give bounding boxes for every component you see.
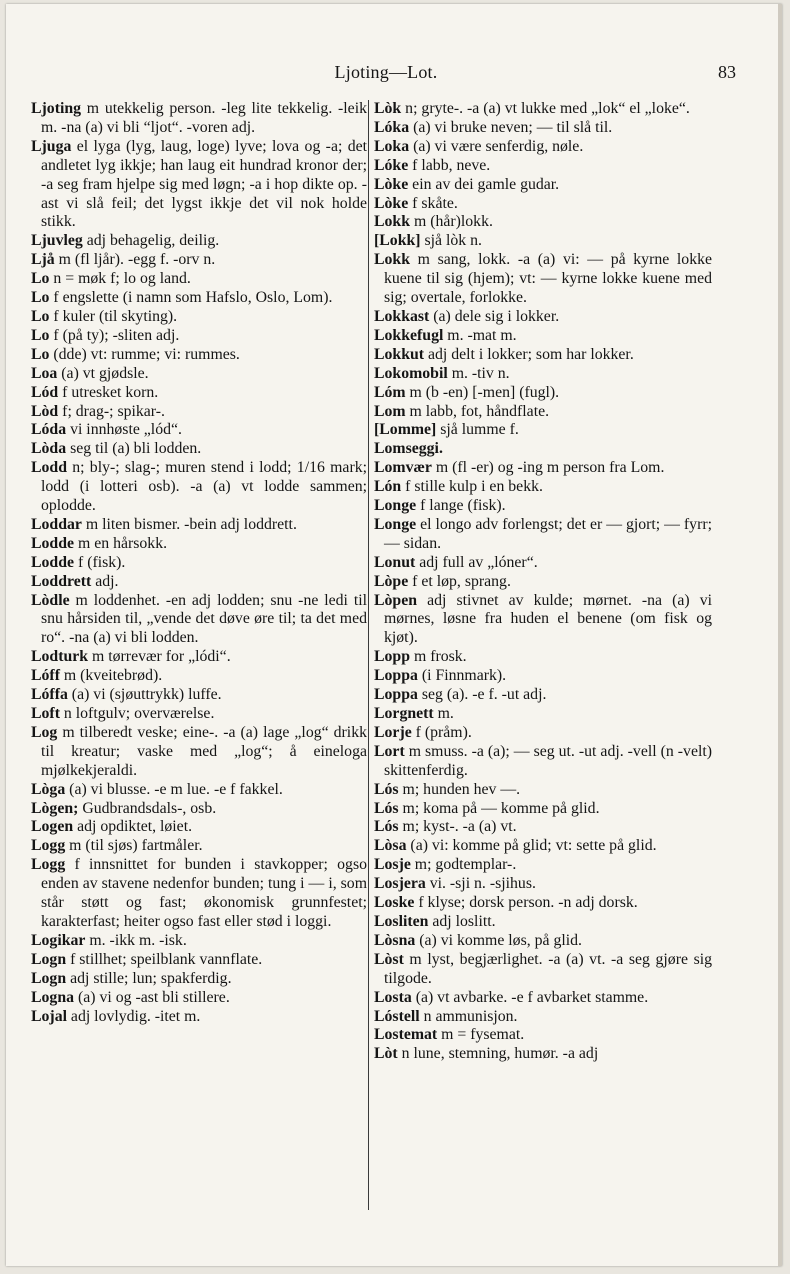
dictionary-page: [6, 4, 782, 1266]
dictionary-entry: Logna (a) vi og -ast bli stillere.: [31, 988, 230, 1006]
dictionary-entry: Loske f klyse; dorsk person. -n adj dorsk.: [374, 894, 638, 912]
dictionary-entry: Lós m; koma på — komme på glid.: [374, 799, 600, 817]
dictionary-entry: Lonut adj full av „lóner“.: [374, 553, 538, 571]
dictionary-entry: Ljoting m utekkelig person. -leg lite tekkelig. -leik m. -na (a) vi bli “ljot“. -voren adj.: [31, 100, 367, 136]
dictionary-entry: Longe f lange (fisk).: [374, 497, 506, 515]
dictionary-entry: Lòke ein av dei gamle gudar.: [374, 175, 560, 193]
dictionary-entry: Lodturk m tørrevær for „lódi“.: [31, 648, 231, 666]
dictionary-entry: Lòsa (a) vi: komme på glid; vt: sette på glid.: [374, 837, 657, 855]
dictionary-entry: Logg f innsnittet for bunden i stavkopper; ogso enden av stavene nedenfor bunden; tung i — i, som står støtt og fast; økonomisk grunnfestet; karakterfast; heiter ogso fast eller stød i loggi.: [31, 856, 367, 930]
running-head: Ljoting—Lot.: [334, 62, 438, 82]
dictionary-entry: Lòpen adj stivnet av kulde; mørnet. -na (a) vi mørnes, løsne fra huden el benene (om fisk og kjøt).: [374, 591, 712, 647]
dictionary-entry: Lomseggi.: [374, 440, 443, 458]
dictionary-entry: Lóff m (kveitebrød).: [31, 667, 163, 685]
dictionary-entry: Lo (dde) vt: rumme; vi: rummes.: [31, 345, 240, 363]
dictionary-entry: Lògen; Gudbrandsdals-, osb.: [31, 799, 217, 817]
dictionary-entry: Logg m (til sjøs) fartmåler.: [31, 837, 203, 855]
dictionary-entry: Lóstell n ammunisjon.: [374, 1007, 518, 1025]
dictionary-entry: Lopp m frosk.: [374, 648, 467, 666]
dictionary-entry: Lòda seg til (a) bli lodden.: [31, 440, 202, 458]
dictionary-entry: Lostemat m = fysemat.: [374, 1026, 525, 1044]
dictionary-entry: Losje m; godtemplar-.: [374, 856, 517, 874]
dictionary-entry: Lóke f labb, neve.: [374, 156, 491, 174]
page-number: 83: [718, 62, 736, 82]
dictionary-entry: Lòpe f et løp, sprang.: [374, 572, 511, 590]
dictionary-entry: Lòd f; drag-; spikar-.: [31, 402, 165, 420]
dictionary-entry: Lokk m sang, lokk. -a (a) vi: — på kyrne lokke kuene til sig (hjem); vt: — kyrne lokke kuene med sig; overtale, forlokke.: [374, 251, 712, 307]
dictionary-entry: Lorje f (pråm).: [374, 723, 472, 741]
page-edge: [778, 4, 782, 1266]
dictionary-entry: Lo f (på ty); -sliten adj.: [31, 326, 180, 344]
dictionary-entry: Lorgnett m.: [374, 705, 454, 722]
left-column: [31, 100, 367, 1026]
dictionary-entry: Lo n = møk f; lo og land.: [31, 270, 191, 288]
dictionary-entry: Lodd n; bly-; slag-; muren stend i lodd; 1/16 mark; lodd (i lotteri osb). -a (a) vt lodde sammen; oplodde.: [31, 459, 367, 515]
dictionary-entry: Logn f stillhet; speilblank vannflate.: [31, 950, 263, 968]
dictionary-entry: Lo f kuler (til skyting).: [31, 307, 178, 325]
dictionary-entry: Lòga (a) vi blusse. -e m lue. -e f fakkel.: [31, 780, 283, 798]
column-divider: [368, 100, 369, 1210]
dictionary-entry: Lòt n lune, stemning, humør. -a adj: [374, 1045, 599, 1063]
dictionary-entry: Lós m; kyst-. -a (a) vt.: [374, 818, 517, 836]
dictionary-entry: Ljuga el lyga (lyg, laug, loge) lyve; lova og -a; det andletet lyg ikkje; han laug eit hundrad kronor der; -a seg fram hjelpe sig med løgn; -a i hop dikte op. -ast vi slå feil; det lygst ikkje det vil nok holde stikk.: [31, 137, 367, 231]
dictionary-entry: Lòst m lyst, begjærlighet. -a (a) vt. -a seg gjøre sig tilgode.: [374, 950, 712, 987]
dictionary-entry: Lóffa (a) vi (sjøuttrykk) luffe.: [31, 686, 222, 704]
dictionary-entry: Lokomobil m. -tiv n.: [374, 364, 510, 382]
dictionary-entry: Lokkut adj delt i lokker; som har lokker.: [374, 345, 634, 363]
dictionary-entry: Lóka (a) vi bruke neven; — til slå til.: [374, 118, 613, 136]
dictionary-entry: Logikar m. -ikk m. -isk.: [31, 931, 187, 949]
dictionary-entry: Lo f engslette (i namn som Hafslo, Oslo, Lom).: [31, 289, 333, 307]
dictionary-entry: Loppa (i Finnmark).: [374, 667, 507, 685]
dictionary-entry: Loft n loftgulv; overværelse.: [31, 705, 215, 722]
dictionary-entry: Lóm m (b -en) [-men] (fugl).: [374, 383, 560, 401]
dictionary-entry: Lòke f skåte.: [374, 194, 458, 212]
dictionary-entry: Lokkefugl m. -mat m.: [374, 326, 517, 344]
dictionary-entry: Lód f utresket korn.: [31, 383, 159, 401]
dictionary-entry: Lóda vi innhøste „lód“.: [31, 421, 182, 439]
right-column: [374, 100, 712, 1064]
dictionary-entry: Logn adj stille; lun; spakferdig.: [31, 969, 232, 987]
dictionary-entry: Lós m; hunden hev —.: [374, 780, 521, 798]
dictionary-entry: Lodde f (fisk).: [31, 553, 126, 571]
dictionary-entry: Lom m labb, fot, håndflate.: [374, 402, 550, 420]
dictionary-entry: Lokkast (a) dele sig i lokker.: [374, 307, 560, 325]
dictionary-entry: Lodde m en hårsokk.: [31, 534, 168, 552]
dictionary-entry: Loa (a) vt gjødsle.: [31, 364, 149, 382]
dictionary-entry: Lort m smuss. -a (a); — seg ut. -ut adj. -vell (n -velt) skittenferdig.: [374, 742, 712, 779]
dictionary-entry: Ljå m (fl ljår). -egg f. -orv n.: [31, 251, 216, 269]
dictionary-entry: Lòsna (a) vi komme løs, på glid.: [374, 931, 582, 949]
dictionary-entry: Longe el longo adv forlengst; det er — gjort; — fyrr; — sidan.: [374, 515, 712, 552]
dictionary-entry: Lòk n; gryte-. -a (a) vt lukke med „lok“ el „loke“.: [374, 100, 690, 117]
dictionary-entry: Loddrett adj.: [31, 572, 119, 590]
dictionary-entry: Ljuvleg adj behagelig, deilig.: [31, 232, 220, 250]
dictionary-entry: Losliten adj loslitt.: [374, 912, 496, 930]
dictionary-entry: Lòdle m loddenhet. -en adj lodden; snu -ne ledi til snu hårsiden til, „vende det døve øre til; ta det med ro“. -na (a) vi bli lodden.: [31, 591, 367, 647]
dictionary-entry: Loppa seg (a). -e f. -ut adj.: [374, 686, 547, 704]
dictionary-entry: Lomvær m (fl -er) og -ing m person fra Lom.: [374, 459, 665, 477]
dictionary-entry: Log m tilberedt veske; eine-. -a (a) lage „log“ drikk til kreatur; vaske med „log“; å eineloga mjølkekjeraldi.: [31, 723, 367, 779]
dictionary-entry: [Lokk] sjå lòk n.: [374, 232, 482, 250]
dictionary-entry: Losjera vi. -sji n. -sjihus.: [374, 875, 536, 893]
page-header: [26, 62, 746, 92]
dictionary-entry: [Lomme] sjå lumme f.: [374, 421, 519, 439]
dictionary-entry: Lojal adj lovlydig. -itet m.: [31, 1007, 201, 1025]
dictionary-entry: Lón f stille kulp i en bekk.: [374, 478, 543, 496]
dictionary-entry: Loka (a) vi være senferdig, nøle.: [374, 137, 584, 155]
dictionary-entry: Losta (a) vt avbarke. -e f avbarket stamme.: [374, 988, 649, 1006]
dictionary-entry: Loddar m liten bismer. -bein adj loddrett.: [31, 515, 297, 533]
dictionary-entry: Lokk m (hår)lokk.: [374, 213, 493, 231]
dictionary-entry: Logen adj opdiktet, løiet.: [31, 818, 193, 836]
